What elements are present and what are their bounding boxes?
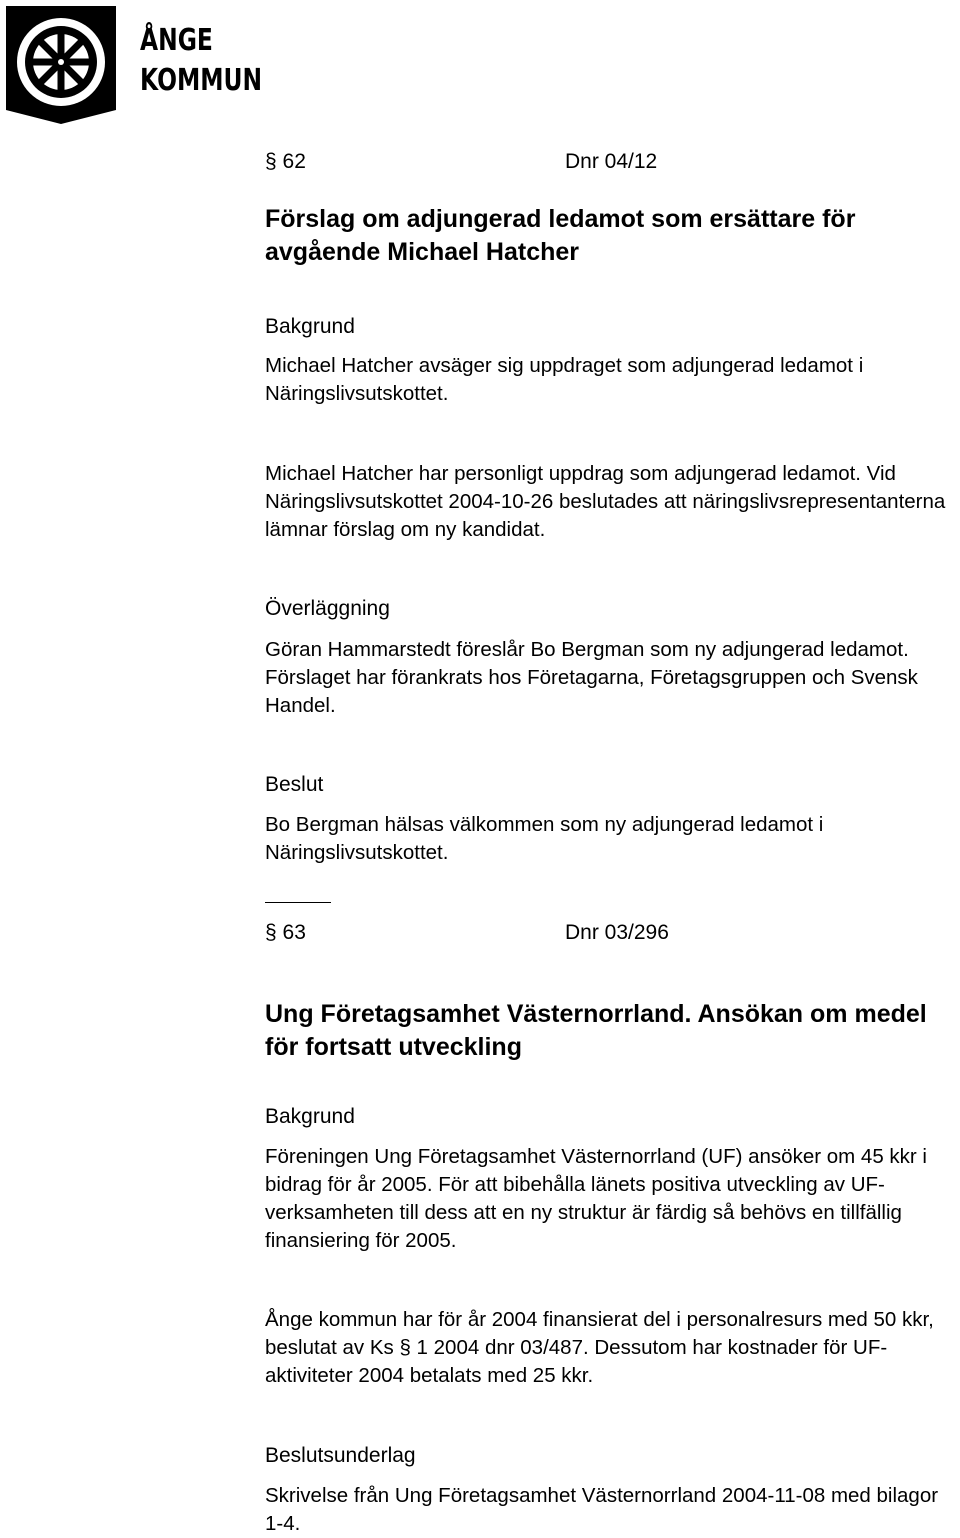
section-62-overlaggning-p: Göran Hammarstedt föreslår Bo Bergman som ny adjungerad ledamot. Förslaget har förankrats hos Företagarna, Företagsgruppen och Svensk Handel. [265, 638, 918, 717]
section-62-number: § 62 [265, 150, 306, 173]
section-63-beslutsunderlag-heading: Beslutsunderlag [265, 1444, 416, 1467]
section-63-header [265, 919, 669, 946]
section-63-title: Ung Företagsamhet Västernorrland. Ansökan om medel för fortsatt utveckling [265, 1000, 927, 1061]
section-63-number: § 63 [265, 921, 306, 944]
section-63-bakgrund-heading: Bakgrund [265, 1105, 355, 1128]
section-62-beslut-heading: Beslut [265, 773, 324, 796]
section-62-bakgrund-p2: Michael Hatcher har personligt uppdrag som adjungerad ledamot. Vid Näringslivsutskottet 2004-10-26 beslutades att näringslivsrepresentanterna lämnar förslag om ny kandidat. [265, 462, 946, 541]
section-62-title: Förslag om adjungerad ledamot som ersättare för avgående Michael Hatcher [265, 205, 856, 266]
section-62-dnr: Dnr 04/12 [565, 150, 658, 173]
section-separator [265, 902, 331, 903]
section-62-bakgrund-heading: Bakgrund [265, 315, 355, 338]
section-63-beslutsunderlag-p: Skrivelse från Ung Företagsamhet Västernorrland 2004-11-08 med bilagor 1-4. [265, 1484, 939, 1535]
section-62-bakgrund-p1: Michael Hatcher avsäger sig uppdraget som adjungerad ledamot i Näringslivsutskottet. [265, 354, 864, 405]
wheel-emblem-icon [2, 2, 120, 126]
section-62-header [265, 148, 658, 175]
logo-text-line2: KOMMUN [140, 63, 263, 98]
section-63-dnr: Dnr 03/296 [565, 921, 669, 944]
section-63-bakgrund-p2: Ånge kommun har för år 2004 finansierat del i personalresurs med 50 kkr, beslutat av Ks § 1 2004 dnr 03/487. Dessutom har kostnader för UF-aktiviteter 2004 betalats med 25 kkr. [265, 1308, 934, 1387]
section-62-beslut-p: Bo Bergman hälsas välkommen som ny adjungerad ledamot i Näringslivsutskottet. [265, 813, 824, 864]
logo-text-line1: ÅNGE [140, 23, 213, 58]
section-62-overlaggning-heading: Överläggning [265, 597, 390, 620]
section-63-bakgrund-p1: Föreningen Ung Företagsamhet Västernorrland (UF) ansöker om 45 kkr i bidrag för år 2005. För att bibehålla länets positiva utveckling av UF-verksamheten till dess att en ny struktur är färdig så behövs en tillfällig finansiering för 2005. [265, 1145, 927, 1252]
municipality-logo [0, 0, 263, 130]
